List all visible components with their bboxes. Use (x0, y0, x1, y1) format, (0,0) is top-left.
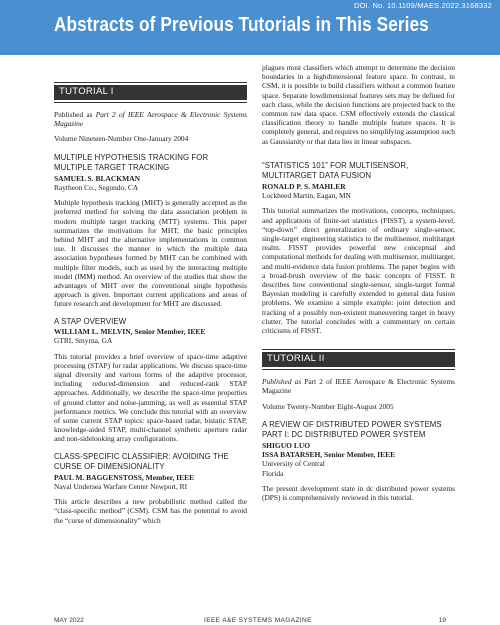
publication-note: Published as Part 2 of IEEE Aerospace & Electronic Systems Magazine (54, 110, 247, 129)
left-column (54, 82, 247, 532)
tutorial-heading (262, 349, 455, 370)
article-abstract: Multiple hypothesis tracking (MHT) is generally accepted as the preferred method for solving the data association problem in modern multiple target tracking (MTT) systems. This paper summarizes the motivations for MHT, the basic principles behind MHT and the alternative implementations in common use. It discusses the manner in which the multiple data association hypotheses formed by MHT can be combined with multiple filter models, such as used by the interacting multiple model (IMM) method. An overview of the studies that show the advantages of MHT over the conventional single hypothesis approach is given. Important current applications and areas of future research and development for MHT are discussed. (54, 198, 247, 309)
article-affiliation: Raytheon Co., Segundo, CA (54, 183, 139, 192)
article-author: RONALD P. S. MAHLER (262, 182, 346, 192)
doi-text: DOI. No. 10.1109/MAES.2022.3168332 (354, 1, 492, 10)
article-abstract: This tutorial summarizes the motivations, concepts, techniques, and applications of finite-set statistics (FISST), a system-level, “top-down” direct generalization of ordinary single-sensor, single-target engineering statistics to the multisensor, multitarget realm. FISST provides powerful new conceptual and computational methods for dealing with multisensor, multitarget, and multi-evidence data fusion problems. The paper begins with a broad-brush overview of the basic concepts of FISST. It describes how conventional single-sensor, single-target formal Bayesian modeling is carefully extended to general data fusion problems. We examine a simple example: joint detection and tracking of a possibly non-existent maneuvering target in heavy clutter. The tutorial concludes with a commentary on certain criticisms of FISST. (262, 206, 455, 336)
article-affiliation: Lockheed Martin, Eagan, MN (262, 191, 351, 201)
page-header (0, 0, 500, 55)
page-footer (54, 617, 446, 625)
issue-line: Volume Nineteen-Number One-January 2004 (54, 134, 189, 144)
right-column (262, 63, 455, 509)
article-title: A REVIEW OF DISTRIBUTED POWER SYSTEMS PART I: DC DISTRIBUTED POWER SYSTEM (262, 418, 442, 440)
tutorial-heading (54, 82, 247, 103)
publication-note: Published as Part 2 of IEEE Aerospace & Electronic Systems Magazine (262, 377, 456, 396)
article-author: SHIGUO LUO (262, 441, 311, 451)
article-title: CLASS-SPECIFIC CLASSIFIER: AVOIDING THE CURSE OF DIMENSIONALITY (54, 450, 229, 472)
article-affiliation: GTRI, Smyrna, GA (54, 336, 113, 346)
article-author: ISSA BATARSEH, Senior Member, IEEE (262, 450, 396, 460)
article-title: A STAP OVERVIEW (54, 315, 127, 326)
article-affiliation: University of Central (262, 459, 325, 469)
article-author: WILLIAM L. MELVIN, Senior Member, IEEE (54, 327, 206, 337)
tutorial-label: TUTORIAL II (267, 353, 325, 365)
footer-publication: IEEE A&E SYSTEMS MAGAZINE (204, 617, 312, 624)
continued-abstract: plagues most classifiers which attempt to determine the decision boundaries in a highdimensional feature space. In contrast, in CSM, it is possible to build classifiers without a common feature space. Separate lowdimensional features sets may be defined for each class, while the decision functions are projected back to the common raw data space. CSM effectively extends the classical classification theory to handle multiple feature spaces. It is completely general, and requires no simplifying assumption such as Gaussianity or that data lies in linear subspaces. (262, 63, 455, 146)
article-abstract: The present development state in dc distributed power systems (DPS) is comprehensively reviewed in this tutorial. (262, 483, 455, 503)
article-abstract: This tutorial provides a brief overview of space-time adaptive processing (STAP) for radar applications. We discuss space-time signal diversity and various forms of the adaptive processor, including reduced-dimension and reduced-rank STAP approaches. Additionally, we describe the space-time properties of ground clutter and noise-jamming, as well as essential STAP performance metrics. We conclude this tutorial with an overview of some current STAP topics: space-based radar, bistatic STAP, knowledge-aided STAP, multi-channel synthetic aperture radar and non-sidelooking array configurations. (54, 351, 247, 444)
article-author: PAUL M. BAGGENSTOSS, Member, IEEE (54, 472, 195, 482)
page-title: Abstracts of Previous Tutorials in This Series (54, 13, 429, 36)
article-abstract: This article describes a new probabilistic method called the “class-specific method” (CSM). CSM has the potential to avoid the “curse of dimensionality” which (54, 497, 247, 525)
article-affiliation: Naval Undersea Warfare Center Newport, RI (54, 482, 188, 492)
footer-date: MAY 2022 (54, 617, 84, 624)
article-affiliation: Florida (262, 468, 284, 478)
article-author: SAMUEL S. BLACKMAN (54, 173, 141, 183)
article-title: MULTIPLE HYPOTHESIS TRACKING FOR MULTIPLE TARGET TRACKING (54, 151, 209, 173)
page-number: 19 (438, 617, 446, 624)
article-title: “STATISTICS 101” FOR MULTISENSOR, MULTITARGET DATA FUSION (262, 159, 409, 181)
issue-line: Volume Twenty-Number Eight-August 2005 (262, 401, 394, 411)
tutorial-label: TUTORIAL I (59, 86, 114, 97)
